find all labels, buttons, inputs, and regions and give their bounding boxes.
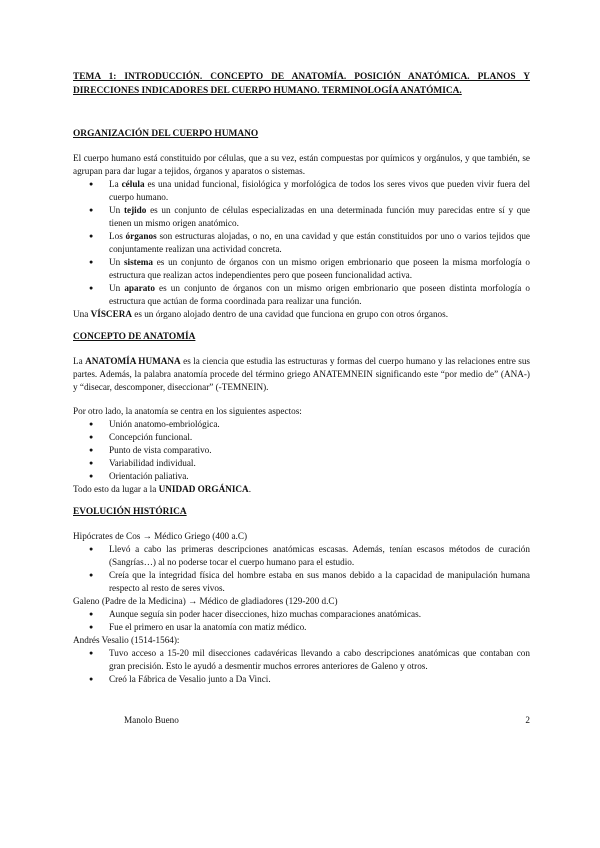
list-item: ● Creía que la integridad física del hombre estaba en sus manos debido a la capacidad de manipulación humana respecto al resto de seres vivos. (73, 569, 530, 595)
page-title: TEMA 1: INTRODUCCIÓN. CONCEPTO DE ANATOMÍA. POSICIÓN ANATÓMICA. PLANOS Y DIRECCIONES INDICADORES DEL CUERPO HUMANO. TERMINOLOGÍA ANATÓMICA. (73, 72, 530, 96)
list-item: ● Concepción funcional. (73, 431, 530, 444)
list-item: ● Un sistema es un conjunto de órganos con un mismo origen embrionario que poseen la misma morfología o estructura que realizan actos independientes pero que poseen funcionalidad activa. (73, 256, 530, 282)
page-content (73, 70, 530, 686)
list-item: ● Un aparato es un conjunto de órganos con un mismo origen embrionario que poseen distinta morfología o estructura que actúan de forma coordinada para realizar una función. (73, 282, 530, 308)
organizacion-intro: El cuerpo humano está constituido por células, que a su vez, están compuestas por químicos y orgánulos, y que también, se agrupan para dar lugar a tejidos, órganos y aparatos o sistemas. (73, 153, 530, 176)
hipocrates-line: Hipócrates de Cos → Médico Griego (400 a.C) (73, 531, 248, 541)
list-item: ● Variabilidad individual. (73, 457, 530, 470)
list-item: ● La célula es una unidad funcional, fisiológica y morfológica de todos los seres vivos que pueden vivir fuera del cuerpo humano. (73, 178, 530, 204)
section-heading-evolucion: EVOLUCIÓN HISTÓRICA (73, 507, 187, 517)
footer-author: Manolo Bueno (124, 715, 179, 725)
organizacion-list (73, 178, 530, 308)
list-item: ● Aunque seguía sin poder hacer disecciones, hizo muchas comparaciones anatómicas. (73, 608, 530, 621)
vesalio-line: Andrés Vesalio (1514-1564): (73, 635, 180, 645)
list-item: ● Punto de vista comparativo. (73, 444, 530, 457)
section-heading-organizacion: ORGANIZACIÓN DEL CUERPO HUMANO (73, 129, 259, 139)
page-number: 2 (525, 715, 530, 725)
concepto-paragraph: La ANATOMÍA HUMANA es la ciencia que estudia las estructuras y formas del cuerpo humano y las relaciones entre sus partes. Además, la palabra anatomía procede del término griego ANATEMNEIN significando este “por medio de” (ANA-) y “disecar, descomponer, diseccionar” (-TEMNEIN). (73, 356, 531, 392)
galeno-list (73, 608, 530, 634)
list-item: ● Tuvo acceso a 15-20 mil disecciones cadavéricas llevando a cabo descripciones anatómicas que contaban con gran precisión. Esto le ayudó a desmentir muchos errores anteriores de Galeno y otros. (73, 647, 530, 673)
viscera-definition: Una VÍSCERA es un órgano alojado dentro de una cavidad que funciona en grupo con otros órganos. (73, 309, 448, 319)
concepto-aspects-intro: Por otro lado, la anatomía se centra en los siguientes aspectos: (73, 406, 302, 416)
list-item: ● Un tejido es un conjunto de células especializadas en una determinada función muy parecidas entre sí y que tienen un mismo origen anatómico. (73, 204, 530, 230)
galeno-line: Galeno (Padre de la Medicina) → Médico de gladiadores (129-200 d.C) (73, 596, 338, 606)
vesalio-list (73, 647, 530, 686)
list-item: ● Fue el primero en usar la anatomía con matiz médico. (73, 621, 530, 634)
hipocrates-list (73, 543, 530, 595)
aspects-list (73, 418, 530, 483)
list-item: ● Orientación paliativa. (73, 470, 530, 483)
unidad-organica-text: Todo esto da lugar a la UNIDAD ORGÁNICA. (73, 484, 251, 494)
list-item: ● Creó la Fábrica de Vesalio junto a Da Vinci. (73, 673, 530, 686)
list-item: ● Unión anatomo-embriológica. (73, 418, 530, 431)
list-item: ● Llevó a cabo las primeras descripciones anatómicas escasas. Además, tenían escasos métodos de curación (Sangrías…) al no poderse tocar el cuerpo humano para el estudio. (73, 543, 530, 569)
section-heading-concepto: CONCEPTO DE ANATOMÍA (73, 332, 196, 342)
list-item: ● Los órganos son estructuras alojadas, o no, en una cavidad y que están constituidos por uno o varios tejidos que conjuntamente realizan una actividad concreta. (73, 230, 530, 256)
